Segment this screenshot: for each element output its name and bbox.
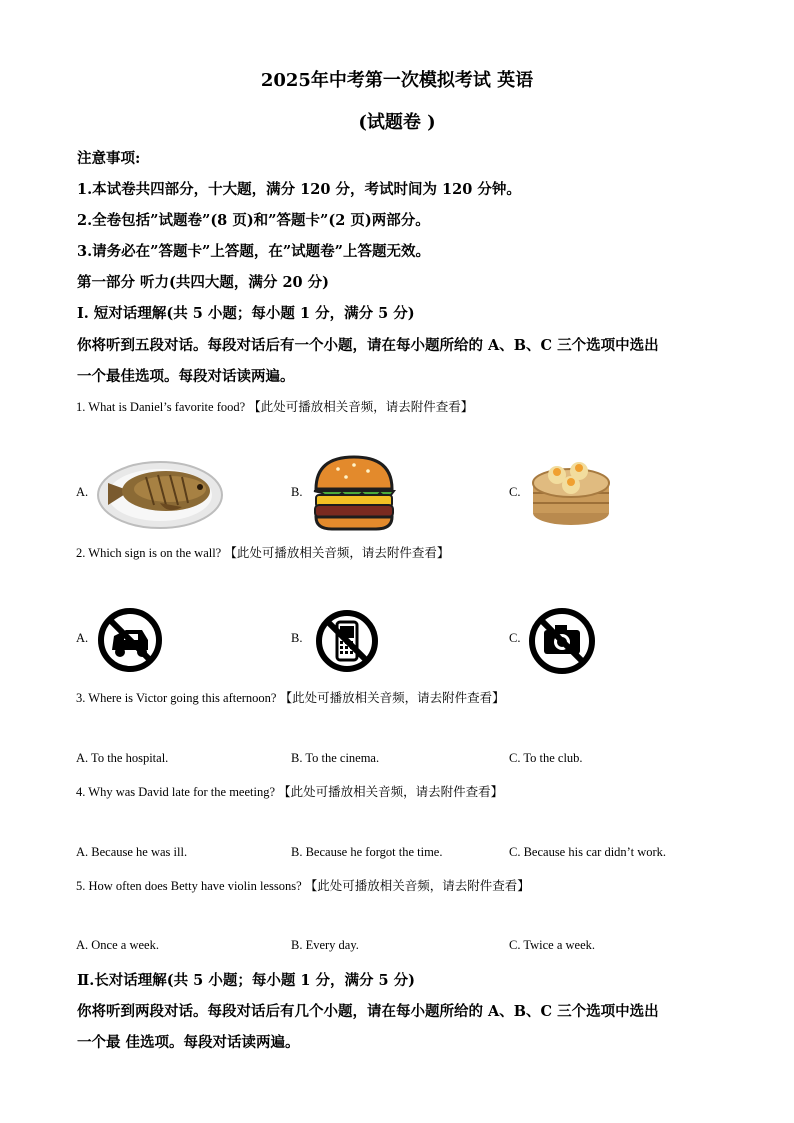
question-3-text: 3. Where is Victor going this afternoon? 【此处可播放相关音频，请去附件查看】 [76, 691, 505, 705]
q1-option-a-label: A. [76, 485, 89, 499]
burger-icon [312, 455, 396, 535]
q2-option-a-label: A. [76, 631, 89, 645]
section2-instruction-1: 你将听到两段对话。每段对话后有几个小题，请在每小题所给的 A、B、C 三个选项中选出 [77, 1003, 659, 1020]
q2-option-c-label: C. [509, 631, 521, 645]
q4-option-c: C. Because his car didn’t work. [509, 845, 667, 859]
notice-item-2: 2.全卷包括”试题卷”(8 页)和”答题卡”(2 页)两部分。 [77, 212, 430, 229]
section1-instruction-2: 一个最佳选项。每段对话读两遍。 [77, 368, 295, 385]
page-subtitle: (试题卷 ) [358, 112, 436, 133]
question-1-text: 1. What is Daniel’s favorite food? 【此处可播放相关音频，请去附件查看】 [76, 400, 474, 414]
part1-heading: 第一部分 听力(共四大题，满分 20 分) [77, 274, 330, 291]
section2-instruction-2: 一个最 佳选项。每段对话读两遍。 [77, 1034, 300, 1051]
q1-option-b-label: B. [291, 485, 303, 499]
section1-heading: I. 短对话理解(共 5 小题；每小题 1 分，满分 5 分) [77, 305, 415, 322]
q3-option-a: A. To the hospital. [76, 751, 169, 765]
q4-option-a: A. Because he was ill. [76, 845, 188, 859]
no-driving-icon [96, 606, 164, 678]
q4-option-b: B. Because he forgot the time. [291, 845, 443, 859]
notice-heading: 注意事项: [77, 150, 141, 167]
dumplings-steamer-icon [531, 455, 611, 531]
no-mobile-phone-icon [314, 608, 380, 678]
notice-item-3: 3.请务必在”答题卡”上答题，在”试题卷”上答题无效。 [77, 243, 430, 260]
no-camera-icon [527, 606, 597, 680]
question-4-text: 4. Why was David late for the meeting? 【此处可播放相关音频，请去附件查看】 [76, 785, 504, 799]
notice-item-1: 1.本试卷共四部分，十大题，满分 120 分，考试时间为 120 分钟。 [77, 181, 521, 198]
question-5-text: 5. How often does Betty have violin lessons? 【此处可播放相关音频，请去附件查看】 [76, 879, 530, 893]
fish-icon [96, 453, 228, 537]
q1-option-c-label: C. [509, 485, 521, 499]
q5-option-c: C. Twice a week. [509, 938, 596, 952]
section1-instruction-1: 你将听到五段对话。每段对话后有一个小题，请在每小题所给的 A、B、C 三个选项中选出 [77, 337, 659, 354]
q5-option-a: A. Once a week. [76, 938, 159, 952]
question-2-text: 2. Which sign is on the wall? 【此处可播放相关音频，请去附件查看】 [76, 546, 450, 560]
q2-option-b-label: B. [291, 631, 303, 645]
section2-heading: Ⅱ.长对话理解(共 5 小题；每小题 1 分，满分 5 分) [77, 972, 416, 989]
q3-option-b: B. To the cinema. [291, 751, 380, 765]
q5-option-b: B. Every day. [291, 938, 359, 952]
q3-option-c: C. To the club. [509, 751, 583, 765]
page-title: 2025年中考第一次模拟考试 英语 [260, 70, 534, 91]
